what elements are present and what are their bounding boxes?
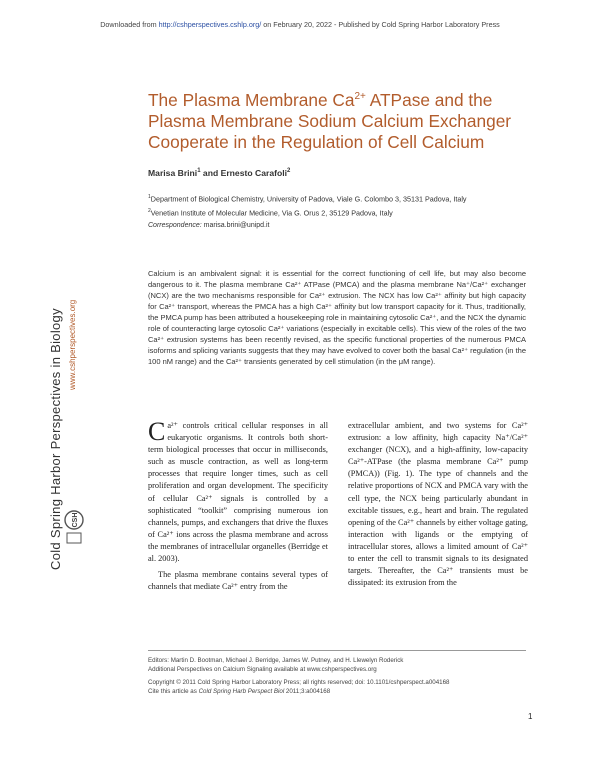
affiliation-1-text: Department of Biological Chemistry, University of Padova, Viale G. Colombo 3, 35131 Padova, Italy — [150, 194, 467, 204]
col1-paragraph-2: The plasma membrane contains several types of channels that mediate Ca²⁺ entry from the — [148, 570, 328, 592]
title-line3: Cooperate in the Regulation of Cell Calcium — [148, 132, 485, 152]
affiliation-2-sup: 2 — [148, 208, 151, 214]
footer-divider — [148, 650, 526, 651]
dropcap: C — [148, 417, 166, 446]
download-prefix: Downloaded from — [100, 20, 159, 29]
download-link[interactable]: http://cshperspectives.cshlp.org/ — [158, 20, 262, 29]
page-number: 1 — [528, 712, 533, 721]
body-column-1 — [148, 417, 328, 593]
affiliation-2-text: Venetian Institute of Molecular Medicine, Via G. Orus 2, 35129 Padova, Italy — [150, 208, 393, 218]
affiliation-1-sup: 1 — [148, 194, 151, 200]
cite-journal: Cold Spring Harb Perspect Biol — [198, 688, 285, 695]
authors-and: and — [200, 168, 221, 178]
author-2: Ernesto Carafoli — [220, 168, 287, 178]
body-column-2 — [348, 420, 528, 589]
journal-url[interactable]: www.cshperspectives.org — [68, 299, 77, 390]
title-line1-b: ATPase and the — [365, 90, 493, 110]
title-line1-sup: 2+ — [354, 91, 366, 103]
affiliation-1 — [148, 194, 467, 203]
col1-paragraph-1 — [148, 417, 328, 565]
article-title — [148, 90, 548, 153]
correspondence-email[interactable]: marisa.brini@unipd.it — [201, 222, 270, 229]
author-1: Marisa Brini — [148, 168, 198, 178]
correspondence-label: Correspondence: — [148, 222, 202, 229]
col2-paragraph-1: extracellular ambient, and two systems for Ca²⁺ extrusion: a low affinity, high capacity Na⁺/Ca²⁺ exchanger (NCX), and a high-affinity, low-capacity Ca²⁺-ATPase (the plasma membrane Ca²⁺ pump (PMCA)) (Fig. 1). The type of channels and the relative proportions of NCX and PMCA vary with the cell type, the NCX being particularly abundant in excitable tissues, e.g., heart and brain. The regulated opening of the Ca²⁺ channels by either voltage gating, interaction with ligands or the emptying of intracellular stores, allows a limited amount of Ca²⁺ to enter the cell to transmit signals to its designated targets. Thereafter, the Ca²⁺ transients must be dissipated: its extrusion from the — [348, 421, 528, 588]
csh-logo-icon — [63, 506, 85, 546]
author-1-sup: 1 — [197, 168, 201, 175]
col1-p1-text: a²⁺ controls critical cellular responses in all eukaryotic organisms. It controls both short-term biological processes that occur in milliseconds, such as muscle contraction, as well as long-term processes that require longer times, such as cell proliferation and organ development. The specificity of cellular Ca²⁺ signals is controlled by a sophisticated “toolkit” comprising numerous ion channels, pumps, and exchangers that drive the fluxes of Ca²⁺ ions across the plasma membrane and across the membranes of intracellular organelles (Berridge et al. 2003). — [148, 421, 328, 564]
abstract: Calcium is an ambivalent signal: it is essential for the correct functioning of cell life, but may also become dangerous to it. The plasma membrane Ca²⁺ ATPase (PMCA) and the plasma membrane Na⁺/Ca²⁺ exchanger (NCX) are the two mechanisms responsible for Ca²⁺ extrusion. The NCX has low Ca²⁺ affinity but high capacity for Ca²⁺ transport, whereas the PMCA has a high Ca²⁺ affinity but low transport capacity for it. Thus, traditionally, the PMCA pump has been attributed a housekeeping role in maintaining cytosolic Ca²⁺, and the NCX the dynamic role of counteracting large cytosolic Ca²⁺ variations (especially in excitable cells). This view of the roles of the two Ca²⁺ extrusion systems has been recently revised, as the specific functional properties of the numerous PMCA isoforms and splicing variants suggests that they may have evolved to cover both the basal Ca²⁺ regulation (in the 100 nM range) and the Ca²⁺ transients generated by cell stimulation (in the μM range). — [148, 269, 526, 366]
cite-suffix: 2011;3:a004168 — [284, 688, 331, 695]
footer-additional: Additional Perspectives on Calcium Signaling available at www.cshperspectives.org — [148, 666, 377, 673]
footer-citation — [148, 688, 330, 695]
footer-editors: Editors: Martin D. Bootman, Michael J. Berridge, James W. Putney, and H. Llewelyn Roderick — [148, 657, 404, 664]
author-2-sup: 2 — [287, 168, 291, 175]
affiliation-2 — [148, 208, 393, 217]
journal-name: Cold Spring Harbor Perspectives in Biology — [48, 308, 63, 570]
download-suffix: on February 20, 2022 - Published by Cold Spring Harbor Laboratory Press — [261, 20, 500, 29]
cite-prefix: Cite this article as — [148, 688, 199, 695]
correspondence — [148, 222, 270, 229]
footer-copyright: Copyright © 2011 Cold Spring Harbor Laboratory Press; all rights reserved; doi: 10.1101/cshperspect.a004168 — [148, 679, 450, 686]
title-line1-a: The Plasma Membrane Ca — [148, 90, 355, 110]
authors — [148, 168, 290, 178]
download-notice — [0, 20, 600, 29]
title-line2: Plasma Membrane Sodium Calcium Exchanger — [148, 111, 512, 131]
logo-text: CSH — [72, 512, 79, 528]
journal-sidebar — [48, 240, 88, 570]
